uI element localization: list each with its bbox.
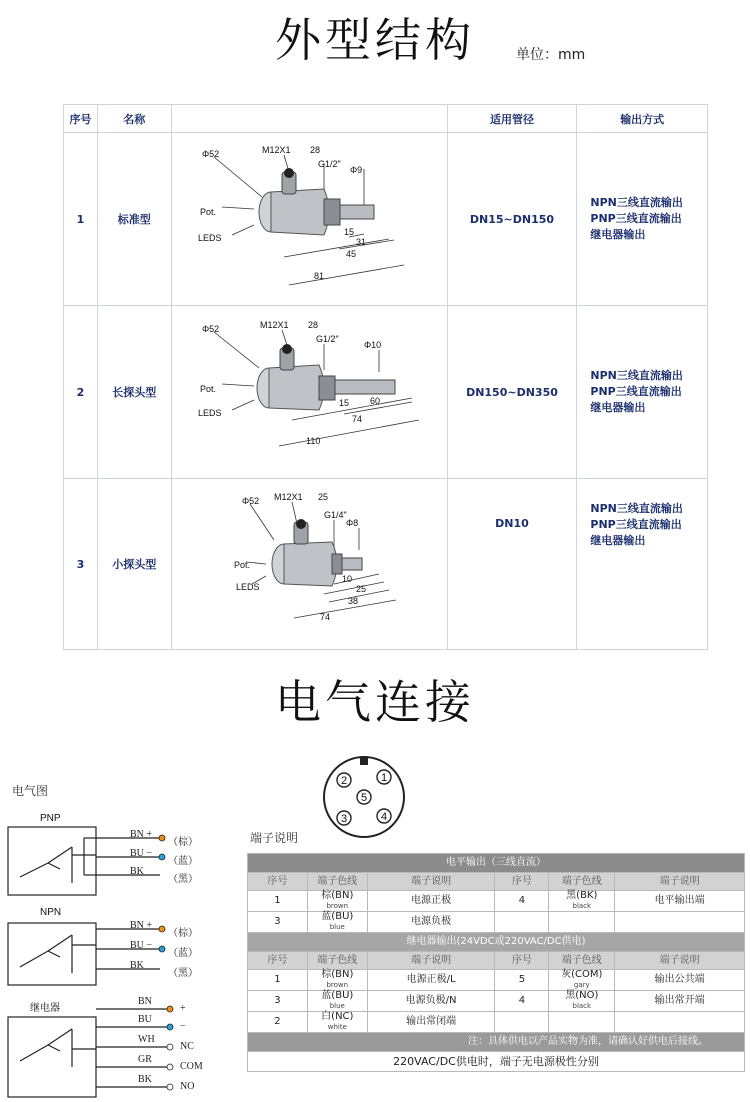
th-desc: 端子说明: [367, 873, 495, 891]
band-level-output: 电平输出（三线直流）: [248, 854, 745, 873]
dim-thread2: 25: [318, 491, 329, 502]
cell-color: [549, 1012, 615, 1033]
output-pnp: PNP三线直流输出: [590, 385, 682, 398]
dim-total: 110: [306, 435, 321, 446]
dim-diameter: Φ52: [202, 323, 220, 334]
header-pipe: 适用管径: [447, 105, 577, 133]
npn-note-bk: （黑）: [168, 968, 198, 979]
dim-c: 38: [348, 595, 359, 606]
row-no: 1: [64, 133, 98, 306]
cell-color: [307, 912, 367, 933]
terminal-table: [247, 853, 745, 1072]
color-cn: 棕(BN): [321, 890, 354, 901]
row-pipe: DN15~DN150: [447, 133, 577, 306]
dim-thread2: 28: [308, 319, 319, 330]
relay-wire-bk: BK: [138, 1074, 152, 1085]
cell-color: [307, 1012, 367, 1033]
dim-thread: M12X1: [260, 319, 289, 330]
th-desc: 端子说明: [367, 952, 495, 970]
pot-label: Pot.: [200, 206, 217, 217]
th-color: 端子色线: [549, 873, 615, 891]
band-relay-output: 继电器输出(24VDC或220VAC/DC供电): [248, 933, 745, 952]
row-no: 2: [64, 306, 98, 479]
dim-b: 31: [356, 236, 367, 247]
output-npn: NPN三线直流输出: [590, 196, 683, 209]
unit-label: 单位：mm: [516, 47, 586, 63]
spec-table: [63, 104, 708, 650]
polarity-footer: 220VAC/DC供电时，端子无电源极性分别: [248, 1052, 745, 1072]
spec-header-row: [64, 105, 708, 133]
cell-no: 4: [495, 891, 549, 912]
row-no: 3: [64, 479, 98, 650]
dim-probe: Φ9: [350, 164, 363, 175]
th-desc: 端子说明: [615, 873, 745, 891]
relay-note-no: NO: [180, 1081, 195, 1092]
npn-wire-bu: BU −: [130, 940, 153, 951]
cell-desc: 输出常开端: [615, 991, 745, 1012]
dim-pipe-thread: G1/4": [324, 509, 347, 520]
color-en: brown: [326, 902, 349, 910]
relay-note-plus: +: [180, 1003, 186, 1014]
color-en: gary: [573, 981, 590, 989]
output-relay: 继电器输出: [590, 228, 646, 241]
color-cn: 蓝(BU): [321, 990, 354, 1001]
dim-a: 15: [339, 397, 350, 408]
cell-color: [549, 970, 615, 991]
color-cn: 白(NC): [321, 1011, 354, 1022]
cell-color: [549, 912, 615, 933]
section-title-electrical: 电气连接: [275, 675, 475, 729]
th-color: 端子色线: [307, 952, 367, 970]
cell-desc: [615, 1012, 745, 1033]
color-cn: 黑(BK): [566, 890, 598, 901]
terminal-caption: 端子说明: [250, 831, 299, 845]
pnp-note-bn: （棕）: [168, 837, 198, 848]
cell-color: [549, 891, 615, 912]
color-cn: 黑(NO): [565, 990, 599, 1001]
table-row: [248, 912, 745, 933]
cell-no: 3: [248, 912, 308, 933]
cell-no: 1: [248, 970, 308, 991]
pin-5: 5: [360, 792, 368, 804]
cell-color: [307, 970, 367, 991]
th-no: 序号: [495, 873, 549, 891]
th-color: 端子色线: [307, 873, 367, 891]
pin-3: 3: [340, 813, 348, 825]
row-name: 长探头型: [97, 306, 171, 479]
dim-thread: M12X1: [274, 491, 303, 502]
cell-no: 1: [248, 891, 308, 912]
spec-row: [64, 479, 708, 650]
row-name: 标准型: [97, 133, 171, 306]
leds-label: LEDS: [236, 581, 260, 592]
dim-total: 81: [314, 270, 325, 281]
leds-label: LEDS: [198, 232, 222, 243]
dim-pipe-thread: G1/2": [316, 333, 339, 344]
spec-row: [64, 133, 708, 306]
header-no: 序号: [64, 105, 98, 133]
table-row: [248, 970, 745, 991]
pot-label: Pot.: [200, 383, 217, 394]
cell-desc: [615, 912, 745, 933]
color-en: black: [572, 1002, 592, 1010]
sensor-drawing-cell: [171, 479, 447, 650]
spec-row: [64, 306, 708, 479]
sensor-long-probe-drawing: [174, 310, 444, 475]
npn-note-bu: （蓝）: [168, 948, 198, 959]
output-pnp: PNP三线直流输出: [590, 212, 682, 225]
cell-desc: 电源负极: [367, 912, 495, 933]
cell-desc: 电平输出端: [615, 891, 745, 912]
header-drawing: [171, 105, 447, 133]
th-no: 序号: [248, 873, 308, 891]
th-no: 序号: [495, 952, 549, 970]
dim-total: 74: [320, 611, 331, 622]
relay-note-com: COM: [180, 1061, 203, 1072]
sensor-drawing-cell: [171, 133, 447, 306]
dim-c: 45: [346, 248, 357, 259]
dim-c: 74: [352, 413, 363, 424]
pnp-note-bu: （蓝）: [168, 856, 198, 867]
relay-wire-gr: GR: [138, 1054, 152, 1065]
relay-wire-bn: BN: [138, 996, 152, 1007]
output-relay: 继电器输出: [590, 401, 646, 414]
pin-4: 4: [380, 811, 388, 823]
table-row: [248, 1012, 745, 1033]
sensor-small-probe-drawing: [174, 482, 444, 647]
row-pipe: DN150~DN350: [447, 306, 577, 479]
relay-note-minus: −: [180, 1021, 186, 1032]
row-outputs: [577, 133, 708, 306]
dim-probe: Φ8: [346, 517, 359, 528]
pnp-note-bk: （黑）: [168, 874, 198, 885]
pin-2: 2: [340, 775, 348, 787]
dim-a: 15: [344, 226, 355, 237]
pnp-wire-bu: BU −: [130, 848, 153, 859]
cell-color: [549, 991, 615, 1012]
cell-no: 5: [495, 970, 549, 991]
pnp-label: PNP: [40, 813, 61, 824]
dim-pipe-thread: G1/2": [318, 158, 341, 169]
cell-no: 4: [495, 991, 549, 1012]
color-cn: 蓝(BU): [321, 911, 354, 922]
dim-b: 60: [370, 395, 381, 406]
color-en: brown: [326, 981, 349, 989]
row-name: 小探头型: [97, 479, 171, 650]
npn-wire-bn: BN +: [130, 920, 153, 931]
cell-desc: 输出公共端: [615, 970, 745, 991]
cell-no: [495, 912, 549, 933]
cell-desc: 电源正极/L: [367, 970, 495, 991]
pot-label: Pot.: [234, 559, 251, 570]
pnp-wire-bk: BK: [130, 866, 144, 877]
output-npn: NPN三线直流输出: [590, 369, 683, 382]
cell-desc: 电源正极: [367, 891, 495, 912]
relay-note-nc: NC: [180, 1041, 194, 1052]
connector-pinout-icon: [314, 752, 414, 842]
leds-label: LEDS: [198, 407, 222, 418]
color-en: blue: [329, 923, 345, 931]
npn-note-bn: （棕）: [168, 928, 198, 939]
dim-diameter: Φ52: [242, 495, 260, 506]
row-outputs: [577, 479, 708, 650]
sensor-drawing-cell: [171, 306, 447, 479]
table-row: [248, 891, 745, 912]
cell-no: 2: [248, 1012, 308, 1033]
cell-desc: 输出常闭端: [367, 1012, 495, 1033]
table-row: [248, 991, 745, 1012]
pin-1: 1: [380, 772, 388, 784]
header-output: 输出方式: [577, 105, 708, 133]
row-outputs: [577, 306, 708, 479]
wiring-diagrams: [0, 805, 240, 1102]
dim-diameter: Φ52: [202, 148, 220, 159]
cell-no: [495, 1012, 549, 1033]
supply-note: 注：具体供电以产品实物为准，请确认好供电后接线。: [248, 1033, 745, 1052]
dim-thread: M12X1: [262, 144, 291, 155]
output-pnp: PNP三线直流输出: [590, 518, 682, 531]
dim-probe: Φ10: [364, 339, 382, 350]
relay-wire-bu: BU: [138, 1014, 152, 1025]
color-cn: 棕(BN): [321, 969, 354, 980]
cell-no: 3: [248, 991, 308, 1012]
th-color: 端子色线: [549, 952, 615, 970]
cell-color: [307, 991, 367, 1012]
output-npn: NPN三线直流输出: [590, 502, 683, 515]
color-en: black: [572, 902, 592, 910]
npn-wire-bk: BK: [130, 960, 144, 971]
cell-desc: 电源负极/N: [367, 991, 495, 1012]
th-no: 序号: [248, 952, 308, 970]
th-desc: 端子说明: [615, 952, 745, 970]
dim-b: 25: [356, 583, 367, 594]
dim-a: 10: [342, 573, 353, 584]
color-en: white: [327, 1023, 347, 1031]
section-title-structure: 外型结构: [275, 13, 475, 67]
color-en: blue: [329, 1002, 345, 1010]
header-name: 名称: [97, 105, 171, 133]
npn-label: NPN: [40, 907, 62, 918]
color-cn: 灰(COM): [561, 969, 603, 980]
wiring-title: 电气图: [12, 784, 49, 798]
dim-thread2: 28: [310, 144, 321, 155]
relay-wire-wh: WH: [138, 1034, 155, 1045]
cell-color: [307, 891, 367, 912]
sensor-standard-drawing: [174, 137, 444, 302]
row-pipe: DN10: [447, 479, 577, 650]
output-relay: 继电器输出: [590, 534, 646, 547]
relay-label: 继电器: [30, 1003, 60, 1014]
pnp-wire-bn: BN +: [130, 829, 153, 840]
